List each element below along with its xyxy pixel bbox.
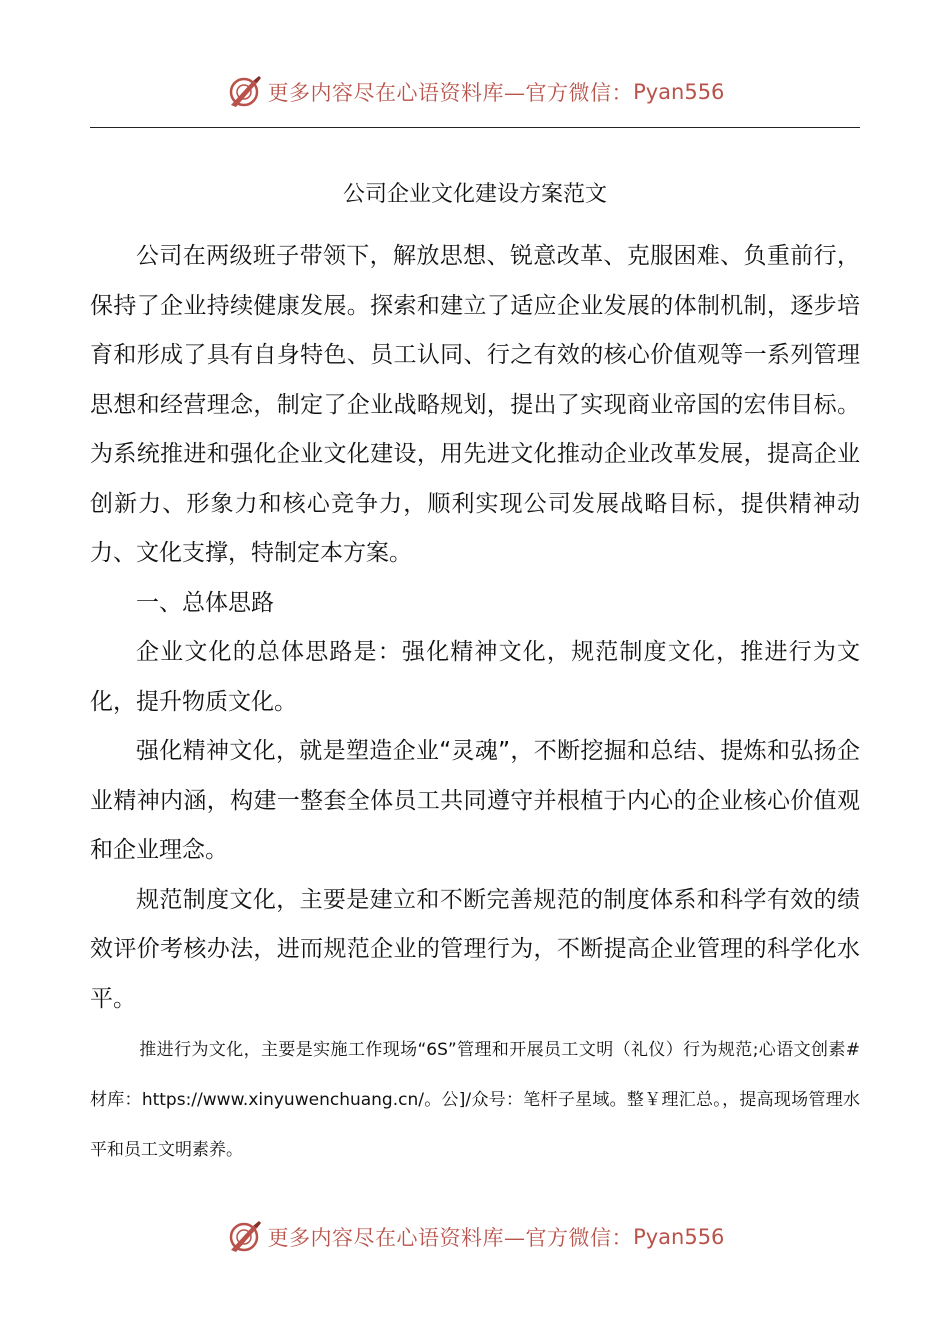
footer-banner-text: 更多内容尽在心语资料库—官方微信： [267,1226,634,1250]
section-heading: 一、总体思路 [136,589,274,616]
header-divider [90,127,860,128]
header-wechat-id: Pyan556 [633,80,725,104]
paragraph-intro: 公司在两级班子带领下，解放思想、锐意改革、克服困难、负重前行，保持了企业持续健康发展。探索和建立了适应企业发展的体制机制，逐步培育和形成了具有自身特色、员工认同、行之有效的核心价值观等一系列管理思想和经营理念，制定了企业战略规划，提出了实现商业帝国的宏伟目标。为系统推进和强化企业文化建设，用先进文化推动企业改革发展，提高企业创新力、形象力和核心竞争力，顺利实现公司发展战略目标，提供精神动力、文化支撑，特制定本方案。 [90,243,860,566]
header-banner [0,70,950,114]
paragraph-overall-idea: 企业文化的总体思路是：强化精神文化，规范制度文化，推进行为文化，提升物质文化。 [90,639,860,715]
document-title: 公司企业文化建设方案范文 [342,182,607,207]
footer-banner [0,1215,950,1259]
header-banner-text: 更多内容尽在心语资料库—官方微信： [267,81,634,105]
pen-logo-icon [226,74,262,110]
footer-wechat-id: Pyan556 [633,1225,725,1249]
document-body [90,232,860,1024]
pen-logo-icon [226,1219,262,1255]
paragraph-behavior-culture: 推进行为文化，主要是实施工作现场“6S”管理和开展员工文明（礼仪）行为规范;心语文创素#材库：https://www.xinyuwenchuang.cn/。公]/众号：笔杆子星域。整￥理汇总。，提高现场管理水平和员工文明素养。 [90,1040,860,1160]
paragraph-institutional-culture: 规范制度文化，主要是建立和不断完善规范的制度体系和科学有效的绩效评价考核办法，进而规范企业的管理行为，不断提高企业管理的科学化水平。 [90,886,860,1012]
paragraph-spiritual-culture: 强化精神文化，就是塑造企业“灵魂”，不断挖掘和总结、提炼和弘扬企业精神内涵，构建一整套全体员工共同遵守并根植于内心的企业核心价值观和企业理念。 [90,738,860,863]
